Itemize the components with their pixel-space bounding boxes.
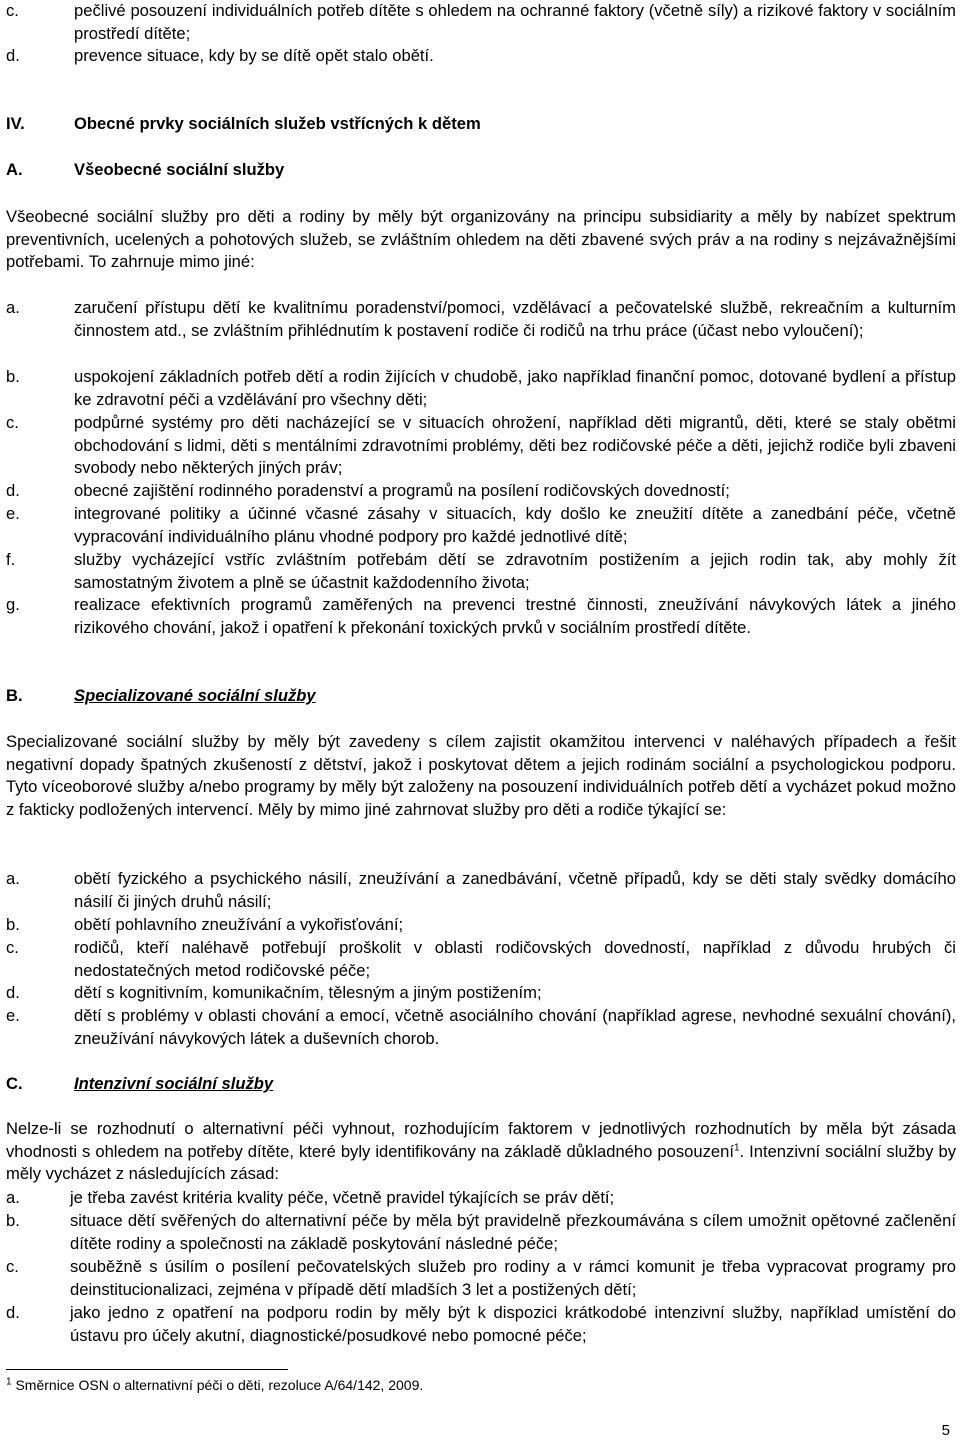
list-text: situace dětí svěřených do alternativní péče by měla být pravidelně přezkoumávána s cílem umožnit opětovné začlenění dítěte rodiny a společnosti na základě poskytování následné péče; — [70, 1211, 956, 1253]
list-item — [6, 503, 956, 548]
section-marker: A. — [6, 160, 23, 179]
footnote-text: Směrnice OSN o alternativní péči o děti, rezoluce A/64/142, 2009. — [15, 1377, 424, 1393]
list-text: uspokojení základních potřeb dětí a rodin žijících v chudobě, jako například finanční pomoc, dotované bydlení a přístup ke zdravotní péči a vzdělávání pro všechny děti; — [74, 367, 956, 409]
list-text: obecné zajištění rodinného poradenství a programů na posílení rodičovských dovedností; — [74, 481, 730, 500]
list-item — [6, 937, 956, 982]
list-marker: c. — [6, 1, 19, 20]
list-marker: f. — [6, 550, 16, 569]
section-title: Specializované sociální služby — [74, 686, 316, 705]
section-b-intro: Specializované sociální služby by měly být zavedeny s cílem zajistit okamžitou intervenci v naléhavých případech a řešit negativní dopady špatných zkušeností z dětství, jakož i poskytovat dětem a jejich rodinám sociální a psychologickou podporu. Tyto víceoborové služby a/nebo programy by měly být založeny na posouzení individuálních potřeb dětí a vycházet pokud možno z fakticky podložených intervencí. Měly by mimo jiné zahrnovat služby pro děti a rodiče týkající se: — [6, 732, 956, 819]
list-text: zaručení přístupu dětí ke kvalitnímu poradenství/pomoci, vzdělávací a pečovatelské službě, rekreačním a kulturním činnostem atd., se zvláštním přihlédnutím k postavení rodiče či rodičů na trhu práce (účast nebo vyloučení); — [74, 298, 956, 340]
page-number: 5 — [941, 1422, 950, 1439]
list-item — [6, 366, 956, 411]
list-marker: d. — [6, 1303, 20, 1322]
section-title: Intenzivní sociální služby — [74, 1074, 274, 1093]
section-a-intro: Všeobecné sociální služby pro děti a rodiny by měly být organizovány na principu subsidiarity a měly by nabízet spektrum preventivních, ucelených a pohotových služeb, se zvláštním ohledem na děti zbavené svých práv a na rodiny s nejzávažnějšími potřebami. To zahrnuje mimo jiné: — [6, 207, 956, 271]
list-item — [6, 0, 956, 45]
section-title: Všeobecné sociální služby — [74, 160, 285, 179]
list-marker: a. — [6, 869, 20, 888]
list-item — [6, 1005, 956, 1050]
list-marker: c. — [6, 1257, 19, 1276]
footnote-separator — [6, 1369, 288, 1370]
list-item — [6, 1187, 956, 1210]
list-item — [6, 297, 956, 342]
list-text: integrované politiky a účinné včasné zásahy v situacích, kdy došlo ke zneužití dítěte a zanedbání péče, včetně vypracování individuálního plánu vhodné podpory pro každé jednotlivé dítě; — [74, 504, 956, 546]
section-title: Obecné prvky sociálních služeb vstřícných k dětem — [74, 114, 481, 133]
list-text: služby vycházející vstříc zvláštním potřebám dětí se zdravotním postižením a jejich rodin tak, aby mohly žít samostatným životem a plně se účastnit každodenního života; — [74, 550, 956, 592]
list-marker: d. — [6, 481, 20, 500]
list-marker: c. — [6, 413, 19, 432]
footnote — [6, 1375, 423, 1395]
list-item — [6, 594, 956, 639]
list-item — [6, 412, 956, 480]
footnote-reference[interactable]: 1 — [733, 1141, 740, 1153]
list-text: rodičů, kteří naléhavě potřebují proškolit v oblasti rodičovských dovedností, například z důvodu hrubých či nedostatečných metod rodičovské péče; — [74, 938, 956, 980]
list-item — [6, 1210, 956, 1255]
list-text: dětí s kognitivním, komunikačním, tělesným a jiným postižením; — [74, 983, 542, 1002]
list-item — [6, 45, 956, 68]
list-text: realizace efektivních programů zaměřených na prevenci trestné činnosti, zneužívání návykových látek a jiného rizikového chování, jakož i opatření k překonání toxických prvků v sociálním prostředí dítěte. — [74, 595, 956, 637]
section-c-intro: Nelze-li se rozhodnutí o alternativní péči vyhnout, rozhodujícím faktorem v jednotlivých rozhodnutích by měla být zásada vhodnosti s ohledem na potřeby dítěte, které byly identifikovány na základě důkladného posouzení$^1$. Intenzivní sociální služby by měly vycházet z následujících zásad: — [6, 1119, 956, 1183]
list-text: je třeba zavést kritéria kvality péče, včetně pravidel týkajících se práv dětí; — [70, 1188, 615, 1207]
list-item — [6, 982, 956, 1005]
list-text: souběžně s úsilím o posílení pečovatelských služeb pro rodiny a v rámci komunit je třeba vypracovat programy pro deinstitucionalizaci, zejména v případě dětí mladších 3 let a postižených dětí; — [70, 1257, 956, 1299]
list-marker: a. — [6, 298, 20, 317]
list-text: jako jedno z opatření na podporu rodin by měly být k dispozici krátkodobé intenzivní služby, například umístění do ústavu pro účely akutní, diagnostické/posudkové nebo pomocné péče; — [70, 1303, 956, 1345]
list-item — [6, 1256, 956, 1301]
list-marker: b. — [6, 1211, 20, 1230]
list-marker: a. — [6, 1188, 20, 1207]
list-item — [6, 480, 956, 503]
list-marker: b. — [6, 915, 20, 934]
list-marker: d. — [6, 46, 20, 65]
list-marker: g. — [6, 595, 20, 614]
list-text: obětí fyzického a psychického násilí, zneužívání a zanedbávání, včetně případů, kdy se děti staly svědky domácího násilí či jiných druhů násilí; — [74, 869, 956, 911]
footnote-marker: 1 — [6, 1376, 12, 1388]
list-marker: e. — [6, 1006, 20, 1025]
list-text: pečlivé posouzení individuálních potřeb dítěte s ohledem na ochranné faktory (včetně síly) a rizikové faktory v sociálním prostředí dítěte; — [74, 1, 956, 43]
list-item — [6, 868, 956, 913]
list-item — [6, 549, 956, 594]
list-item — [6, 1302, 956, 1347]
list-marker: c. — [6, 938, 19, 957]
list-text: dětí s problémy v oblasti chování a emocí, včetně asociálního chování (například agrese, nevhodné sexuální chování), zneužívání návykových látek a duševních chorob. — [74, 1006, 956, 1048]
section-marker: C. — [6, 1074, 23, 1093]
list-item — [6, 914, 956, 937]
list-text: podpůrné systémy pro děti nacházející se v situacích ohrožení, například děti migrantů, děti, které se staly obětmi obchodování s lidmi, děti s mentálními zdravotními problémy, děti bez rodičovské péče a děti, jejichž rodiče byli zbaveni svobody nebo některých jiných práv; — [74, 413, 956, 477]
section-marker: IV. — [6, 114, 25, 133]
list-text: prevence situace, kdy by se dítě opět stalo obětí. — [74, 46, 434, 65]
list-marker: e. — [6, 504, 20, 523]
list-text: obětí pohlavního zneužívání a vykořisťování; — [74, 915, 404, 934]
section-marker: B. — [6, 686, 23, 705]
list-marker: d. — [6, 983, 20, 1002]
list-marker: b. — [6, 367, 20, 386]
